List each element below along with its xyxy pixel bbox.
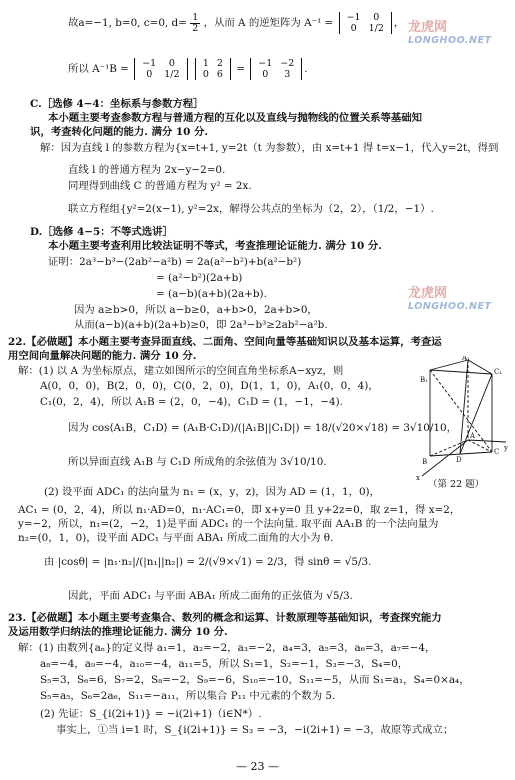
line-text: ，从而 A 的逆矩阵为 A⁻¹ = [203,17,334,29]
question-23-intro-2: 及运用数学归纳法的推理论证能力. 满分 10 分. [8,626,228,638]
section-c-sol-3: 同理得到曲线 C 的普通方程为 y² = 2x. [68,180,252,192]
watermark-cn: 龙虎网 [408,20,448,35]
label-d: D [456,456,462,464]
figure-caption: （第 22 题） [428,479,485,490]
question-22-intro-2: 用空间向量解决问题的能力. 满分 10 分. [8,350,197,362]
label-a1: A₁ [462,356,470,362]
fraction: $\frac{1}{2}$ [192,11,199,34]
edge [430,370,492,374]
section-c-sol-2: 直线 l 的普通方程为 2x−y−2=0. [68,164,226,176]
watermark-url: LONGHOO.NET [408,301,492,312]
q22-sol-1: 解：(1) 以 A 为坐标原点，建立如图所示的空间直角坐标系A−xyz，则 [18,365,344,377]
matrix: −1 0 0 1/2 [134,58,187,80]
page-number: — 23 — [236,760,279,773]
q22-sol-10: 由 |cosθ| = |n₁·n₂|/(|n₁||n₂|) = 2/(√9×√1) = 2/3，得 sinθ = √5/3. [44,556,372,568]
q22-sol-9: n₂=(0，1，0)，设平面 ADC₁ 与平面 ABA₁ 所成二面角的大小为 θ. [18,532,334,544]
label-x: x [416,474,420,482]
q22-sol-4: 因为 cos⟨A₁B，C₁D⟩ = (A₁B·C₁D)/(|A₁B||C₁D|) = 18/(√20×√18) = 3√10/10， [68,422,457,434]
watermark-cn: 龙虎网 [408,286,448,301]
section-c-intro-2: 识，考查转化问题的能力. 满分 10 分. [30,126,209,138]
q23-sol-5: (2) 先证：S_{i(2i+1)} = −i(2i+1)（i∈N*）. [40,708,262,720]
label-y: y [504,444,508,452]
q22-sol-11: 因此，平面 ADC₁ 与平面 ABA₁ 所成二面角的正弦值为 √5/3. [68,590,353,602]
watermark-logo [408,282,491,312]
matrix-a-inverse: −1 0 0 1/2 [339,12,392,34]
line-inverse: 故a=−1, b=0, c=0, d= $\frac{1}{2}$ ，从而 A 的逆矩阵为 A⁻¹ = −1 0 0 1/2 ， [68,11,405,34]
edge-hidden [468,440,492,452]
section-c-sol-4: 联立方程组{y²=2(x−1), y²=2x，解得公共点的坐标为（2，2），（1/2，−1）. [68,203,434,215]
proof-line-2: = (a²−b²)(2a+b) [156,272,243,284]
question-23-intro-1: 23.【必做题】本小题主要考查集合、数列的概念和运算、计数原理等基础知识，考查探究能力 [8,612,442,624]
q23-sol-1: 解：(1) 由数列{aₙ}的定义得 a₁=1，a₂=−2，a₃=−2，a₄=3，a₅=3，a₆=3，a₇=−4， [18,642,436,654]
section-d-head: D.［选修 4−5：不等式选讲］ [30,226,173,238]
y-axis [468,440,506,442]
edge [460,360,468,454]
label-a: A [470,432,476,440]
watermark-logo [408,16,491,46]
q22-sol-3: C₁(0，2，4)，所以 A₁B = (2，0，−4)，C₁D = (1，−1，−4). [40,396,343,408]
label-c: C [494,448,500,456]
line-product: 所以 A⁻¹B = −1 0 0 1/2 1 2 0 6 = −1 −2 0 3 . [68,58,308,80]
q23-sol-4: S₅=a₅，S₆=2a₆，S₁₁=−a₁₁，所以集合 P₁₁ 中元素的个数为 5. [40,690,336,702]
question-22-intro-1: 22.【必做题】本小题主要考查异面直线、二面角、空间向量等基础知识以及基本运算，考查运 [8,336,442,348]
proof-line-1: 证明：2a³−b³−(2ab²−a²b) = 2a(a²−b²)+b(a²−b²) [48,256,302,268]
prism-figure [408,356,510,484]
proof-line-4: 因为 a≥b>0，所以 a−b≥0，a+b>0，2a+b>0， [74,304,318,316]
q22-sol-6: (2) 设平面 ADC₁ 的法向量为 n₁ = (x，y，z)，因为 AD = (1，1，0)， [44,486,380,498]
q23-sol-2: a₈=−4，a₉=−4，a₁₀=−4，a₁₁=5，所以 S₁=1，S₂=−1，S₃=−3，S₄=0， [40,658,409,670]
proof-line-5: 从而(a−b)(a+b)(2a+b)≥0，即 2a³−b³≥2ab²−a²b. [74,319,328,331]
q22-sol-7: AC₁ = (0，2，4)，所以 n₁·AD=0，n₁·AC₁=0，即 x+y=0 且 y+2z=0，取 z=1，得 x=2， [18,504,461,516]
section-d-intro: 本小题主要考查利用比较法证明不等式，考查推理论证能力. 满分 10 分. [48,240,382,252]
section-c-sol-1: 解：因为直线 l 的参数方程为{x=t+1, y=2t（t 为参数），由 x=t+1 得 t=x−1，代入y=2t，得到 [40,142,499,154]
section-c-intro-1: 本小题主要考查参数方程与普通方程的互化以及直线与抛物线的位置关系等基础知 [48,112,423,124]
proof-line-3: = (a−b)(a+b)(2a+b). [156,288,267,300]
label-b1: B₁ [420,376,428,384]
matrix: −1 −2 0 3 [250,58,302,80]
q23-sol-3: S₅=3，S₆=6，S₇=2，S₈=−2，S₉=−6，S₁₀=−10，S₁₁=−5，从而 S₁=a₁，S₄=0×a₄， [40,674,470,686]
q22-sol-2: A(0，0，0)，B(2，0，0)，C(0，2，0)，D(1，1，0)，A₁(0，0，4)， [40,380,379,392]
line-text: 所以 A⁻¹B = [68,63,129,75]
line-text: 故a=−1, b=0, c=0, d= [68,17,187,29]
q22-sol-5: 所以异面直线 A₁B 与 C₁D 所成角的余弦值为 3√10/10. [68,456,327,468]
q23-sol-6: 事实上，①当 i=1 时，S_{i(2i+1)} = S₃ = −3，−i(2i+1) = −3，故原等式成立； [56,724,454,736]
q22-sol-8: y=−2，所以，n₁=(2，−2，1)是平面 ADC₁ 的一个法向量. 取平面 AA₁B 的一个法向量为 [18,518,439,530]
edge [468,360,492,374]
section-c-head: C.［选修 4−4：坐标系与参数方程］ [30,98,204,110]
watermark-url: LONGHOO.NET [408,35,492,46]
matrix: 1 2 0 6 [195,58,231,80]
label-c1: C₁ [494,368,503,376]
label-b: B [422,458,428,466]
